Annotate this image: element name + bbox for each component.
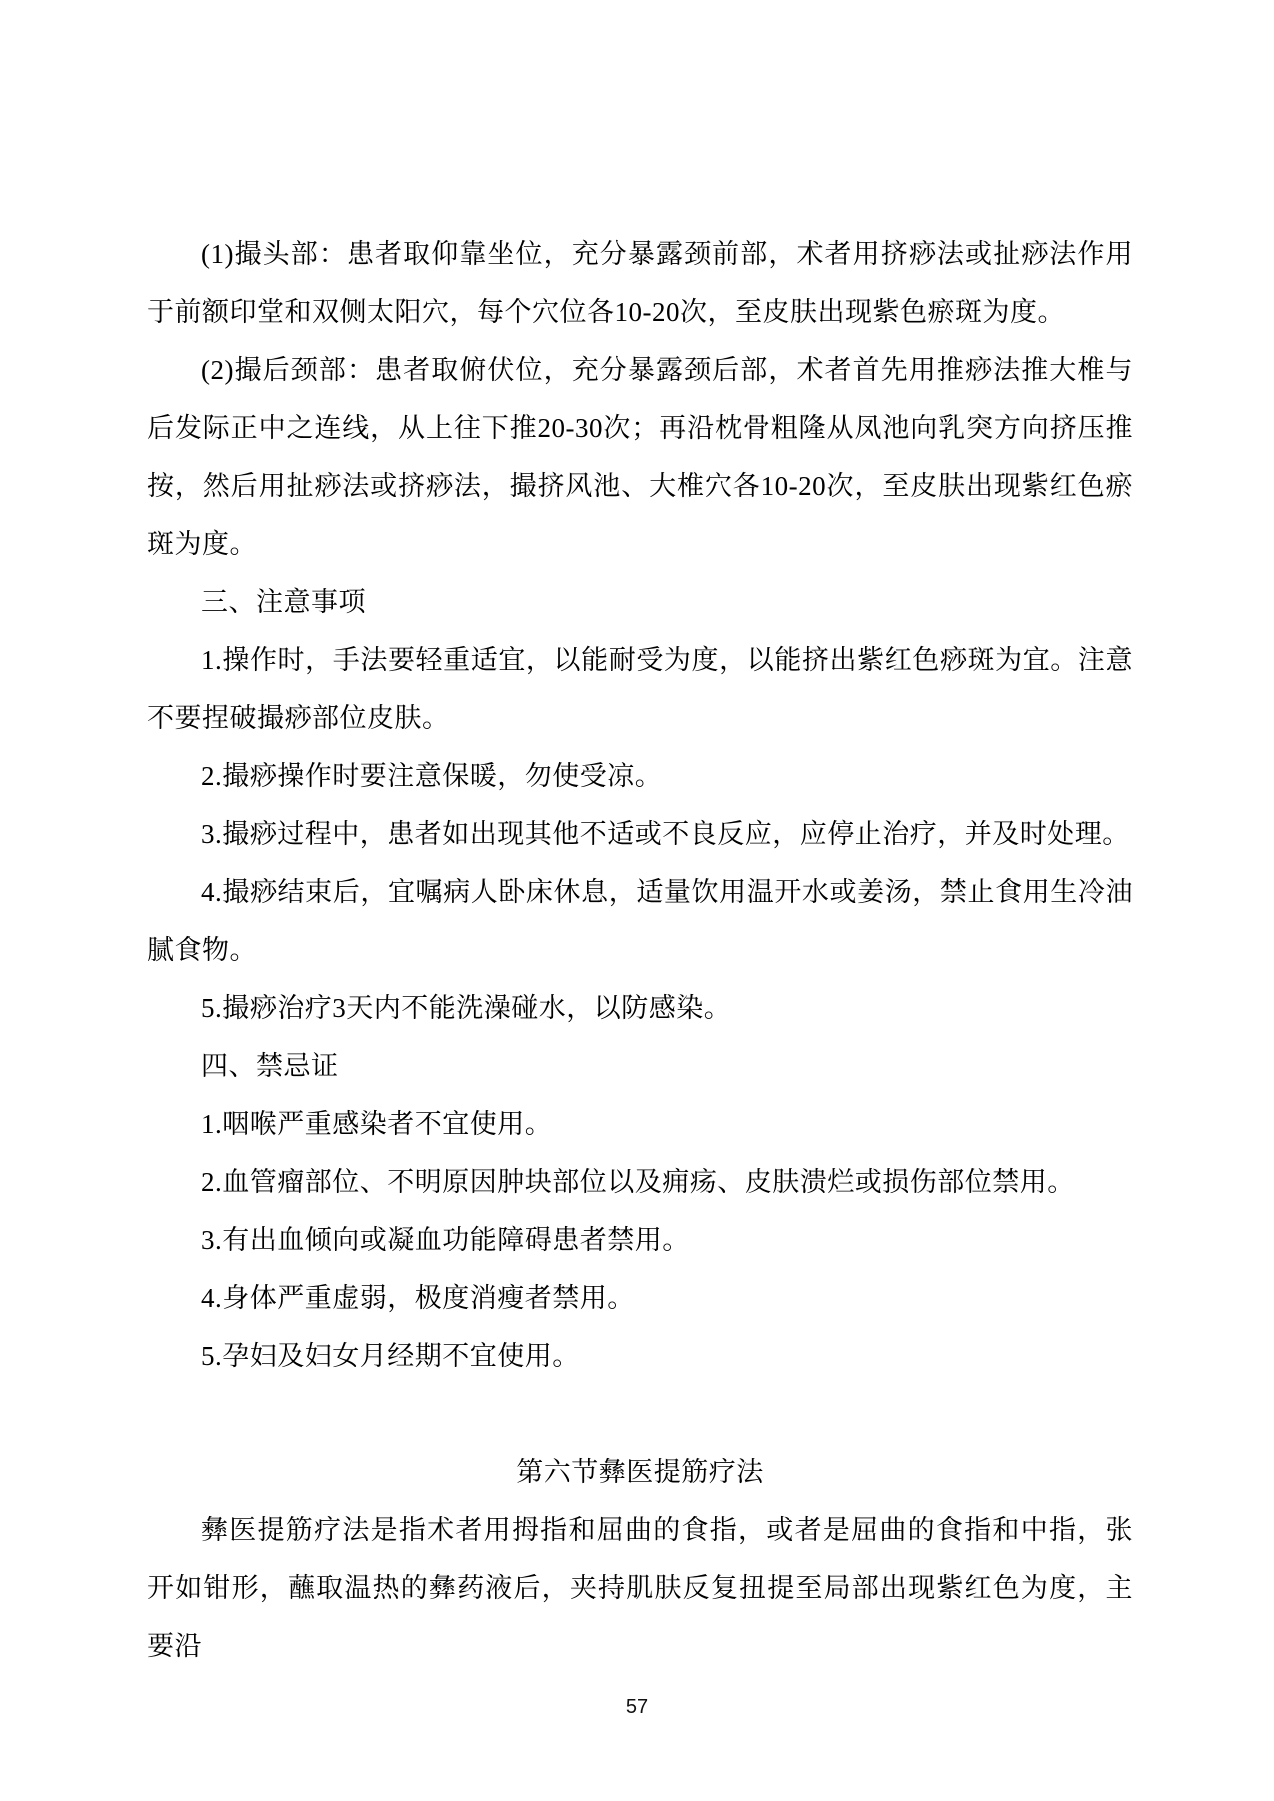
precaution-item-4: 4.撮痧结束后，宜嘱病人卧床休息，适量饮用温开水或姜汤，禁止食用生冷油腻食物。 bbox=[147, 877, 1133, 965]
precaution-item-5: 5.撮痧治疗3天内不能洗澡碰水，以防感染。 bbox=[201, 993, 732, 1023]
contraindication-item-3: 3.有出血倾向或凝血功能障碍患者禁用。 bbox=[201, 1225, 690, 1255]
contraindication-item-2: 2.血管瘤部位、不明原因肿块部位以及痈疡、皮肤溃烂或损伤部位禁用。 bbox=[201, 1167, 1075, 1197]
page-number: 57 bbox=[625, 1696, 649, 1718]
contraindication-item-4: 4.身体严重虚弱，极度消瘦者禁用。 bbox=[201, 1283, 635, 1313]
heading-precautions: 三、注意事项 bbox=[201, 587, 366, 617]
page-footer bbox=[0, 1694, 1274, 1720]
blank-line-spacer bbox=[147, 1385, 1133, 1443]
section-title: 第六节彝医提筋疗法 bbox=[516, 1457, 764, 1487]
contraindication-item-1: 1.咽喉严重感染者不宜使用。 bbox=[201, 1109, 553, 1139]
paragraph-section-intro: 彝医提筋疗法是指术者用拇指和屈曲的食指，或者是屈曲的食指和中指，张开如钳形，蘸取温热的彝药液后，夹持肌肤反复扭提至局部出现紫红色为度，主要沿 bbox=[147, 1515, 1133, 1661]
document-content bbox=[147, 225, 1133, 1675]
precaution-item-3: 3.撮痧过程中，患者如出现其他不适或不良反应，应停止治疗，并及时处理。 bbox=[201, 819, 1130, 849]
paragraph-method-step-1: (1)撮头部：患者取仰靠坐位，充分暴露颈前部，术者用挤痧法或扯痧法作用于前额印堂和双侧太阳穴，每个穴位各10-20次，至皮肤出现紫色瘀斑为度。 bbox=[147, 239, 1133, 327]
contraindication-item-5: 5.孕妇及妇女月经期不宜使用。 bbox=[201, 1341, 580, 1371]
paragraph-method-step-2: (2)撮后颈部：患者取俯伏位，充分暴露颈后部，术者首先用推痧法推大椎与后发际正中之连线，从上往下推20-30次；再沿枕骨粗隆从凤池向乳突方向挤压推按，然后用扯痧法或挤痧法，撮挤风池、大椎穴各10-20次，至皮肤出现紫红色瘀斑为度。 bbox=[147, 355, 1133, 559]
precaution-item-1: 1.操作时，手法要轻重适宜，以能耐受为度，以能挤出紫红色痧斑为宜。注意不要捏破撮痧部位皮肤。 bbox=[147, 645, 1133, 733]
heading-contraindications: 四、禁忌证 bbox=[201, 1051, 339, 1081]
precaution-item-2: 2.撮痧操作时要注意保暖，勿使受凉。 bbox=[201, 761, 663, 791]
